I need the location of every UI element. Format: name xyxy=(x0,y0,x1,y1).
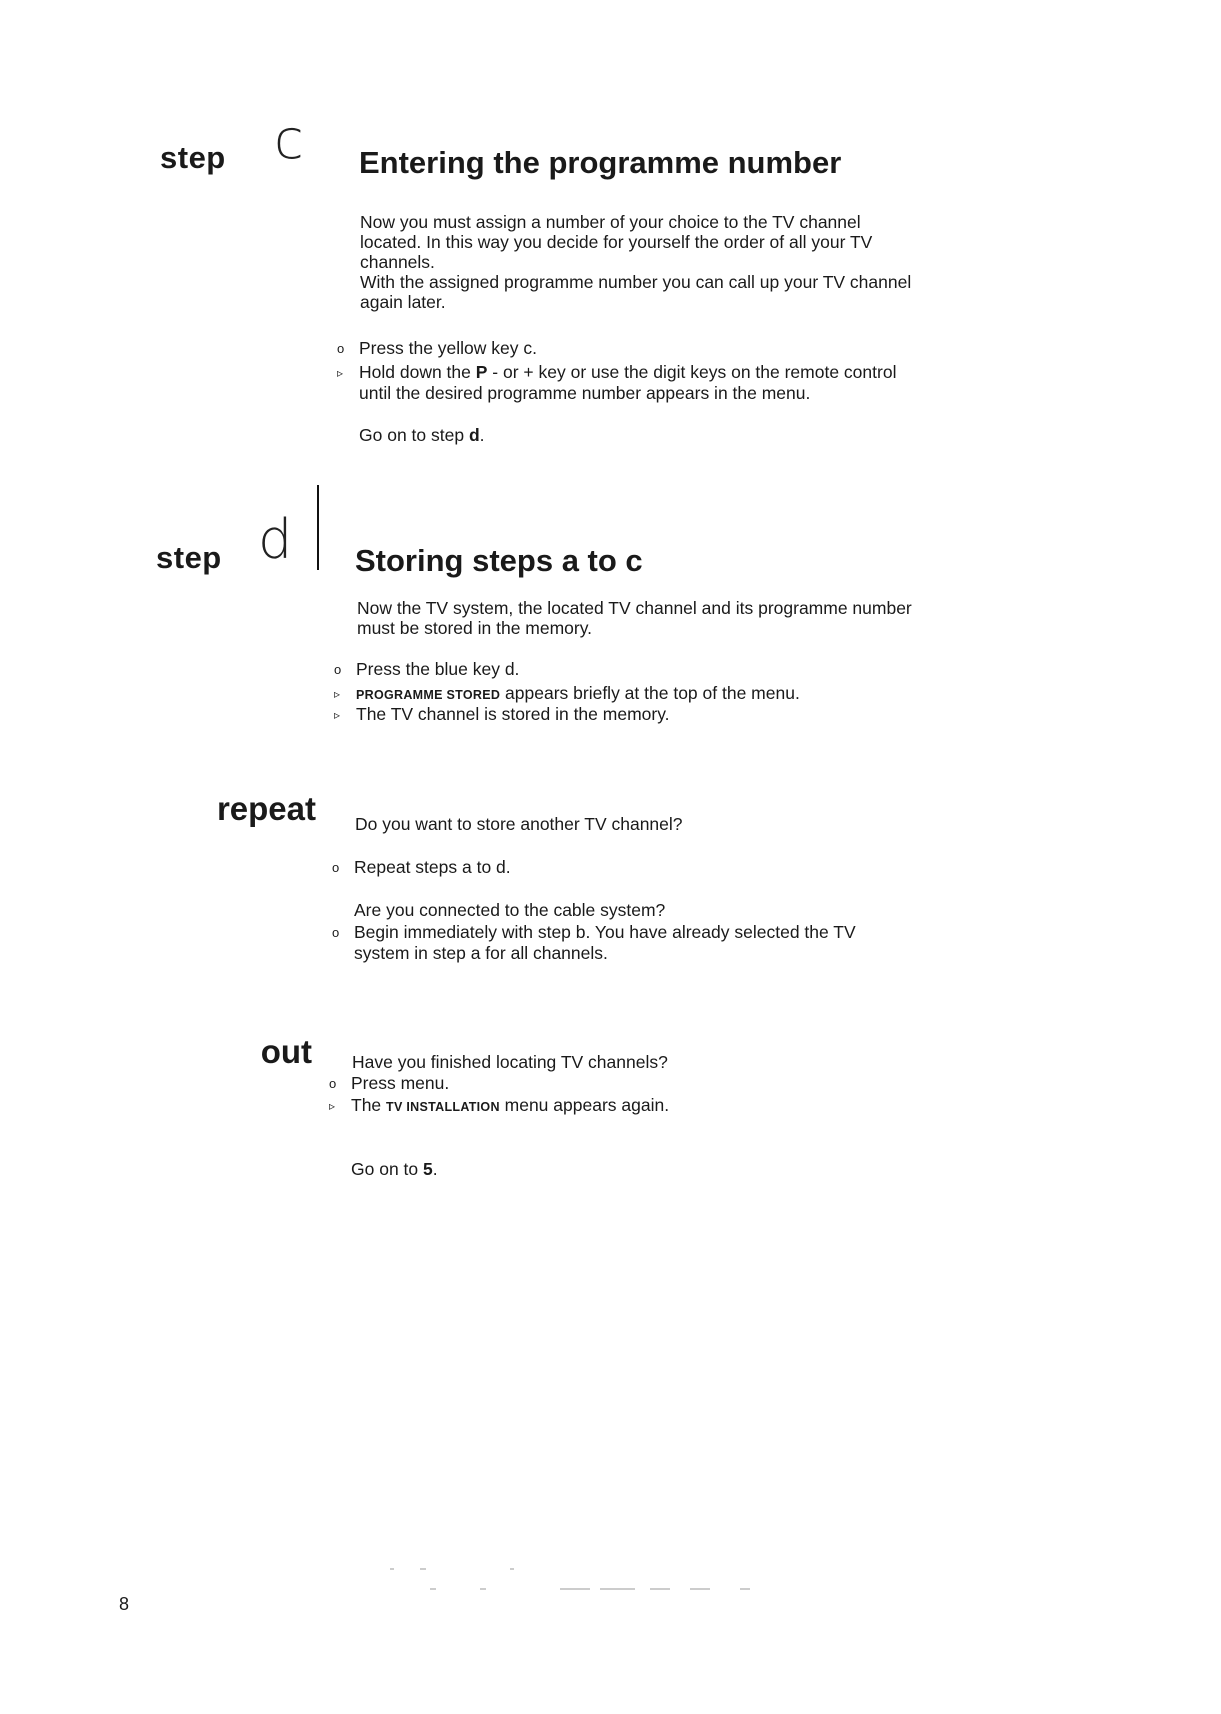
bullet-icon: o xyxy=(334,662,342,677)
page-number: 8 xyxy=(119,1594,130,1614)
instruction-result: ▹ PROGRAMME STORED appears briefly at the top of the menu. xyxy=(334,683,800,703)
instruction-bullet: o Press menu. xyxy=(329,1073,450,1093)
go-on-to-5: Go on to 5. xyxy=(351,1159,438,1179)
intro-line: With the assigned programme number you can call up your TV channel xyxy=(360,272,912,292)
instruction-bullet: o Press the yellow key c. xyxy=(337,338,537,358)
intro-line: Now the TV system, the located TV channel and its programme number xyxy=(357,598,912,618)
step-label: step xyxy=(156,540,222,575)
scan-noise xyxy=(390,1567,770,1600)
intro-line: must be stored in the memory. xyxy=(357,618,593,638)
cable-question: Are you connected to the cable system? xyxy=(354,900,666,920)
heading-entering-programme-number: Entering the programme number xyxy=(359,145,842,180)
scan-noise-marks xyxy=(390,1567,770,1597)
repeat-question: Do you want to store another TV channel? xyxy=(355,814,683,834)
instruction-result-cont: until the desired programme number appears in the menu. xyxy=(359,383,811,403)
bullet-icon: o xyxy=(337,341,345,356)
instruction-result: ▹ The TV INSTALLATION menu appears again. xyxy=(329,1095,670,1115)
step-letter-d: d xyxy=(258,508,293,571)
instruction-result: ▹ The TV channel is stored in the memory. xyxy=(334,704,670,724)
heading-storing-steps: Storing steps a to c xyxy=(355,543,643,578)
arrow-icon: ▹ xyxy=(334,687,341,701)
bullet-icon: o xyxy=(332,860,340,875)
intro-line: channels. xyxy=(360,252,435,272)
bullet-icon: o xyxy=(332,925,340,940)
step-d-intro xyxy=(357,598,997,638)
bullet-icon: o xyxy=(329,1076,337,1091)
step-letter-stroke xyxy=(317,485,319,570)
arrow-icon: ▹ xyxy=(334,708,341,722)
instruction-bullet: o Press the blue key d. xyxy=(334,659,520,679)
step-letter-c: c xyxy=(274,108,304,171)
go-on-to-step-d: Go on to step d. xyxy=(359,425,485,445)
out-label: out xyxy=(260,1033,312,1070)
instruction-bullet-cont: system in step a for all channels. xyxy=(354,943,608,963)
instruction-result: ▹ Hold down the P - or + key or use the digit keys on the remote control xyxy=(337,362,897,382)
programme-stored-label: PROGRAMME STORED xyxy=(356,688,501,702)
intro-line: again later. xyxy=(360,292,446,312)
step-c-intro xyxy=(360,212,1000,312)
instruction-bullet: o Begin immediately with step b. You have already selected the TV xyxy=(332,922,856,942)
arrow-icon: ▹ xyxy=(329,1099,336,1113)
out-question: Have you finished locating TV channels? xyxy=(352,1052,668,1072)
intro-line: located. In this way you decide for yourself the order of all your TV xyxy=(360,232,873,252)
arrow-icon: ▹ xyxy=(337,366,344,380)
instruction-bullet: o Repeat steps a to d. xyxy=(332,857,511,877)
repeat-label: repeat xyxy=(216,790,316,827)
tv-installation-label: TV INSTALLATION xyxy=(386,1100,500,1114)
step-label: step xyxy=(160,140,226,175)
intro-line: Now you must assign a number of your choice to the TV channel xyxy=(360,212,861,232)
